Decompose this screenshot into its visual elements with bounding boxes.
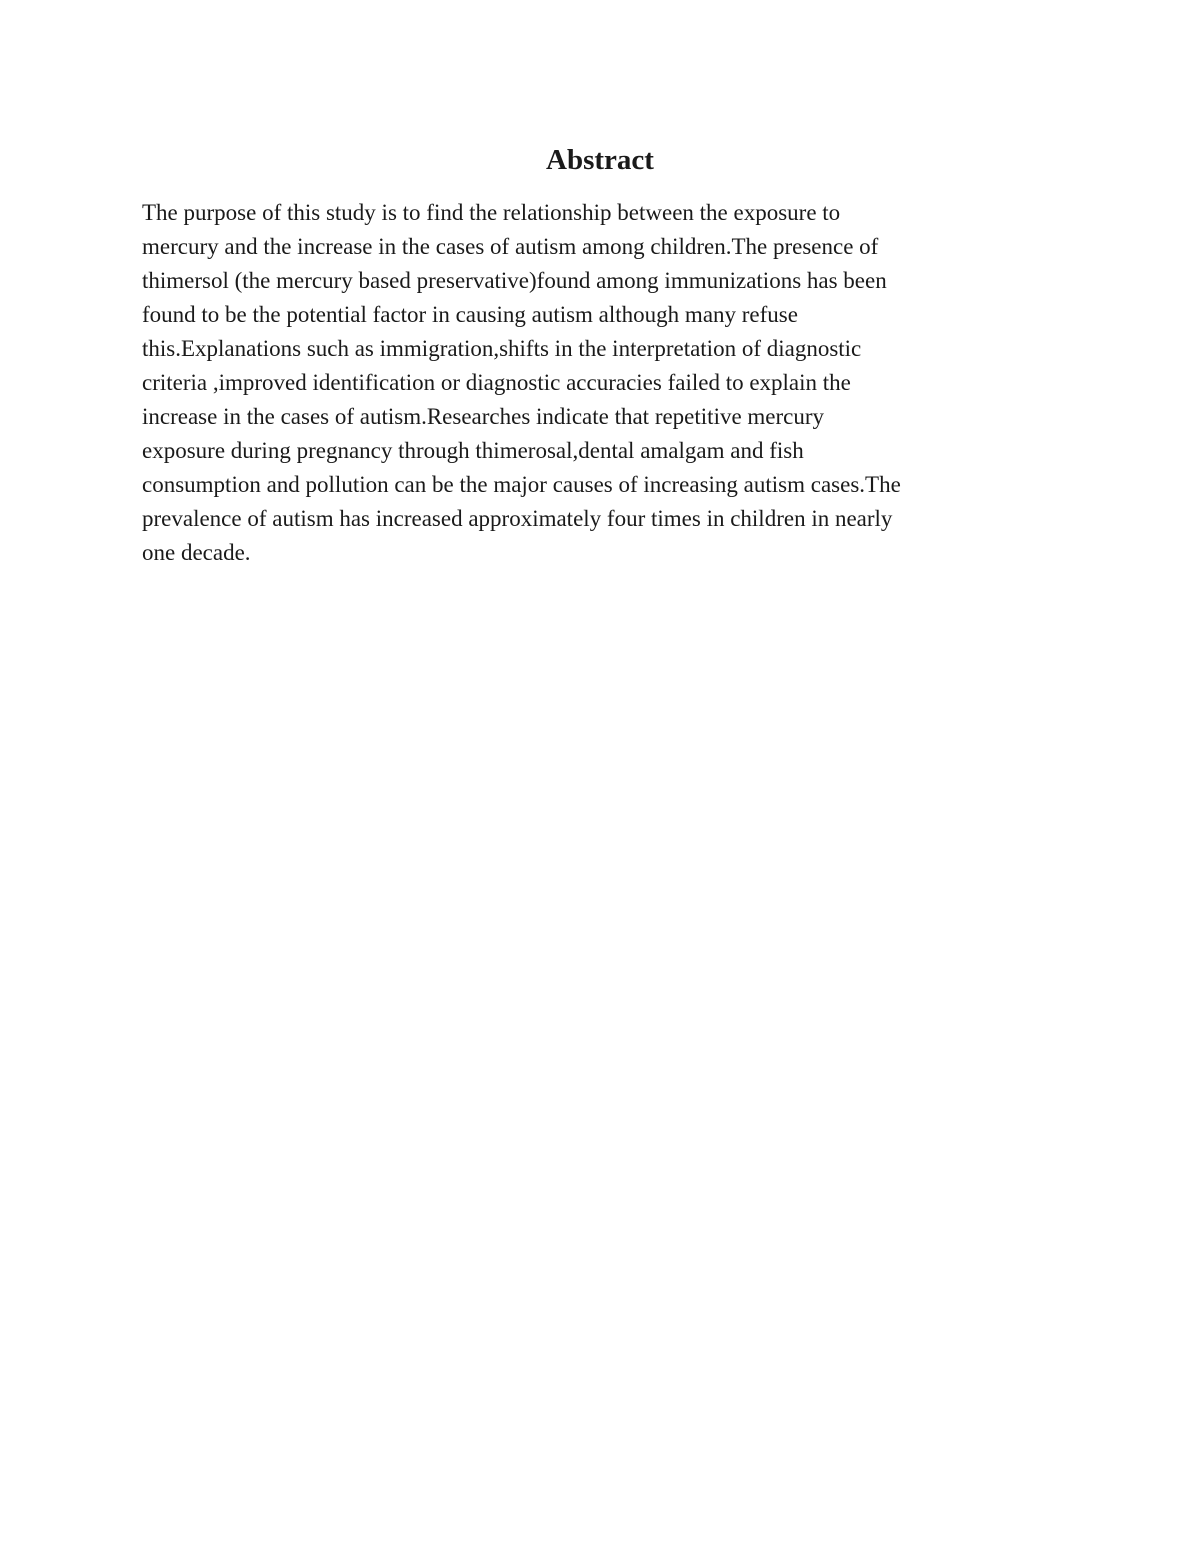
page-title: Abstract — [546, 144, 654, 176]
abstract-line: consumption and pollution can be the major causes of increasing autism cases.The — [142, 472, 901, 497]
abstract-line: prevalence of autism has increased approximately four times in children in nearly — [142, 506, 893, 531]
abstract-line: The purpose of this study is to find the relationship between the exposure to — [142, 200, 841, 225]
abstract-line: mercury and the increase in the cases of autism among children.The presence of — [142, 234, 879, 259]
abstract-line: thimersol (the mercury based preservative)found among immunizations has been — [142, 268, 887, 293]
abstract-line: found to be the potential factor in causing autism although many refuse — [142, 302, 798, 327]
abstract-body — [142, 196, 901, 570]
abstract-line: exposure during pregnancy through thimerosal,dental amalgam and fish — [142, 438, 804, 463]
abstract-line: this.Explanations such as immigration,shifts in the interpretation of diagnostic — [142, 336, 862, 361]
abstract-line: criteria ,improved identification or diagnostic accuracies failed to explain the — [142, 370, 851, 395]
abstract-line: increase in the cases of autism.Researches indicate that repetitive mercury — [142, 404, 825, 429]
abstract-line: one decade. — [142, 540, 251, 565]
